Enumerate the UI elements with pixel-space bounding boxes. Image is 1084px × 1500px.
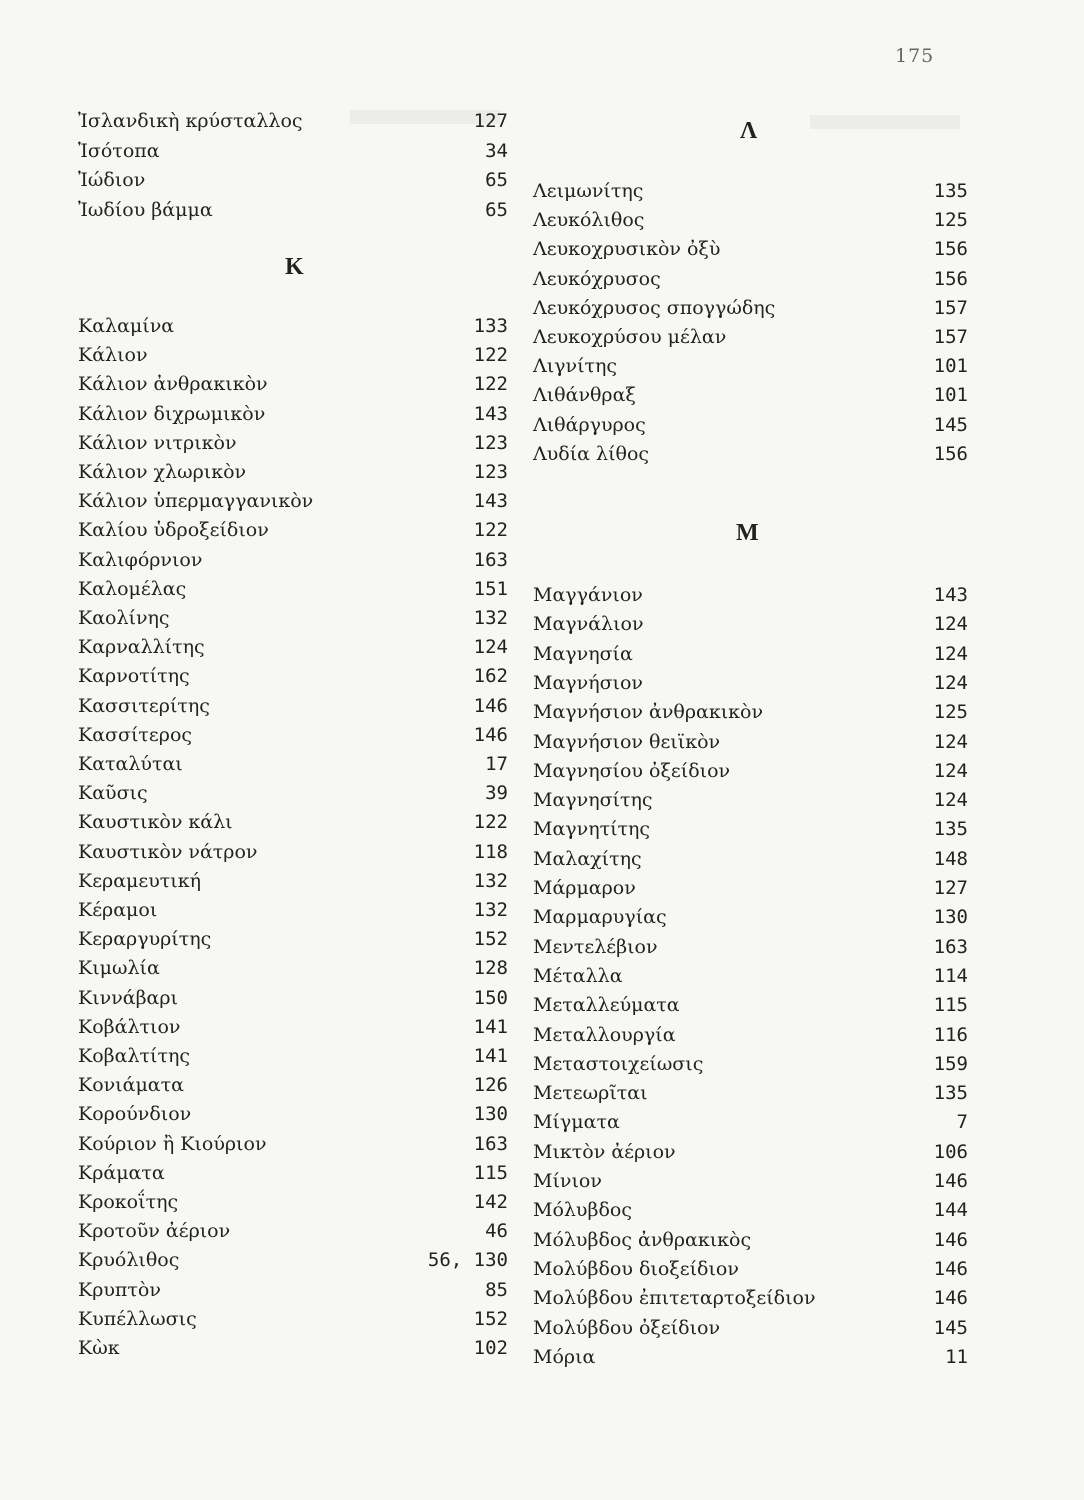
index-page-ref: 122 [473, 344, 508, 367]
index-page-ref: 163 [473, 1132, 508, 1155]
index-entry [533, 324, 968, 350]
index-page-ref: 125 [933, 209, 968, 232]
index-page-ref: 124 [933, 642, 968, 665]
index-entry [533, 729, 968, 755]
index-term: Μαγνάλιον [533, 613, 644, 636]
index-term: Καλαμίνα [78, 315, 175, 337]
index-entry [533, 1051, 968, 1077]
index-term: Κάλιον χλωρικὸν [78, 461, 247, 483]
index-page-ref: 132 [473, 899, 508, 921]
index-term: Μόλυβδος ἀνθρακικὸς [533, 1228, 752, 1251]
index-entry [78, 197, 508, 223]
section-letter-l: Λ [740, 118, 758, 144]
index-term: Μέταλλα [533, 964, 623, 987]
section-letter-k: Κ [285, 254, 304, 280]
index-entry [533, 1227, 968, 1253]
index-term: Μόρια [533, 1345, 596, 1368]
index-page-ref: 118 [473, 840, 508, 863]
index-entry [78, 459, 508, 485]
index-entry [533, 992, 968, 1018]
index-entry [533, 236, 968, 262]
index-entry [533, 1344, 968, 1370]
index-page-ref: 163 [473, 548, 508, 571]
index-page-ref: 132 [473, 607, 508, 629]
index-page-ref: 124 [933, 759, 968, 782]
index-page-ref: 156 [933, 238, 968, 261]
index-entry [78, 663, 508, 689]
index-entry [78, 1014, 508, 1040]
index-entry [78, 868, 508, 894]
index-term: Ἰσλανδικὴ κρύσταλλος [78, 110, 303, 132]
index-term: Καολίνης [78, 607, 170, 629]
index-page-ref: 146 [933, 1228, 968, 1251]
index-entry [533, 441, 968, 467]
index-term: Λιθάργυρος [533, 413, 646, 436]
index-term: Καλίου ὑδροξείδιον [78, 519, 269, 542]
index-term: Μολύβδου ὀξείδιον [533, 1316, 721, 1339]
index-term: Κέραμοι [78, 899, 158, 921]
index-entry [533, 1109, 968, 1135]
index-term: Κάλιον ἀνθρακικὸν [78, 373, 268, 396]
index-page-ref: 127 [933, 877, 968, 899]
index-term: Μετεωρῖται [533, 1082, 648, 1105]
index-term: Καυστικὸν νάτρον [78, 840, 258, 863]
index-page-ref: 115 [473, 1161, 508, 1184]
index-entry [78, 576, 508, 602]
index-page-ref: 135 [933, 818, 968, 841]
index-entry [78, 517, 508, 543]
index-entry [78, 1160, 508, 1186]
index-term: Μεταλλουργία [533, 1023, 676, 1046]
index-page-ref: 143 [933, 584, 968, 606]
index-page-ref: 65 [485, 198, 508, 221]
index-entry [533, 1197, 968, 1223]
index-entry [78, 955, 508, 981]
index-term: Καρναλλίτης [78, 636, 205, 659]
index-page-ref: 124 [933, 671, 968, 694]
index-page-ref: 7 [956, 1111, 968, 1134]
index-term: Κράματα [78, 1161, 165, 1184]
index-entry [533, 699, 968, 725]
index-entry [78, 108, 508, 134]
index-term: Κάλιον [78, 344, 148, 367]
index-page-ref: 133 [473, 315, 508, 337]
index-term: Λευκοχρύσου μέλαν [533, 326, 727, 348]
index-entry [78, 1306, 508, 1332]
index-page-ref: 125 [933, 701, 968, 724]
index-term: Μαγνησίου ὀξείδιον [533, 759, 731, 782]
index-entry [78, 167, 508, 193]
index-entry [78, 809, 508, 835]
index-entry [78, 1043, 508, 1069]
index-page-ref: 116 [933, 1023, 968, 1046]
index-page-ref: 151 [473, 577, 508, 600]
index-page-ref: 124 [473, 636, 508, 659]
index-page-ref: 17 [485, 753, 508, 775]
index-page-ref: 146 [473, 694, 508, 717]
index-page-ref: 122 [473, 373, 508, 396]
index-term: Λευκόλιθος [533, 209, 645, 232]
index-entry [533, 875, 968, 901]
index-term: Καταλύται [78, 753, 183, 775]
index-entry [78, 1218, 508, 1244]
index-term: Μαγνήσιον ἀνθρακικὸν [533, 701, 764, 724]
index-entry [78, 926, 508, 952]
index-entry [533, 382, 968, 408]
index-entry [78, 313, 508, 339]
index-term: Κάλιον διχρωμικὸν [78, 402, 266, 425]
index-term: Λιγνίτης [533, 355, 618, 378]
index-page-ref: 123 [473, 461, 508, 483]
index-term: Λευκοχρυσικὸν ὀξὺ [533, 238, 721, 261]
index-page-ref: 132 [473, 869, 508, 892]
index-term: Κασσιτερίτης [78, 694, 210, 717]
index-page-ref: 114 [933, 964, 968, 987]
index-term: Λιθάνθραξ [533, 384, 636, 407]
index-entry [533, 963, 968, 989]
index-page-ref: 46 [485, 1220, 508, 1243]
index-entry [533, 1139, 968, 1165]
index-entry [533, 266, 968, 292]
index-term: Κροκοΐτης [78, 1191, 179, 1213]
index-term: Λειμωνίτης [533, 180, 644, 202]
index-entry [533, 295, 968, 321]
index-term: Κιμωλία [78, 957, 160, 980]
index-entry [533, 611, 968, 637]
index-entry [533, 670, 968, 696]
index-term: Μεντελέβιον [533, 935, 658, 958]
index-entry [533, 904, 968, 930]
index-page-ref: 145 [933, 413, 968, 436]
index-entry [533, 1256, 968, 1282]
index-page-ref: 85 [485, 1278, 508, 1301]
index-page-ref: 143 [473, 402, 508, 425]
index-term: Ἰωδίου βάμμα [78, 198, 213, 221]
index-entry [533, 816, 968, 842]
index-term: Μαγνησία [533, 642, 633, 665]
index-term: Λευκόχρυσος σπογγώδης [533, 296, 776, 319]
index-term: Μεταστοιχείωσις [533, 1052, 704, 1075]
index-term: Μαρμαρυγίας [533, 906, 667, 929]
index-term: Μίνιον [533, 1170, 602, 1192]
index-term: Καλιφόρνιον [78, 548, 203, 571]
index-term: Κὼκ [78, 1337, 120, 1359]
index-entry [78, 1335, 508, 1361]
index-entry [78, 897, 508, 923]
index-entry [533, 934, 968, 960]
index-page-ref: 159 [933, 1052, 968, 1075]
index-entry [78, 985, 508, 1011]
index-term: Κάλιον ὑπερμαγγανικὸν [78, 490, 314, 513]
index-page-ref: 135 [933, 1082, 968, 1105]
index-term: Μαγνήσιον [533, 671, 643, 694]
index-entry [533, 207, 968, 233]
index-entry [533, 582, 968, 608]
index-entry [78, 1131, 508, 1157]
index-page-ref: 11 [945, 1345, 968, 1368]
index-term: Καρνοτίτης [78, 665, 190, 688]
index-entry [78, 371, 508, 397]
index-page-ref: 123 [473, 431, 508, 454]
index-term: Κονιάματα [78, 1074, 184, 1097]
index-page-ref: 162 [473, 665, 508, 688]
index-entry [533, 1315, 968, 1341]
index-page-ref: 124 [933, 613, 968, 636]
index-page-ref: 146 [933, 1287, 968, 1310]
index-term: Μόλυβδος [533, 1199, 632, 1222]
index-entry [533, 1168, 968, 1194]
index-page-ref: 39 [485, 782, 508, 805]
index-page-ref: 157 [933, 296, 968, 319]
index-term: Κυπέλλωσις [78, 1307, 197, 1330]
index-page-ref: 163 [933, 935, 968, 958]
index-page-ref: 145 [933, 1316, 968, 1339]
index-term: Μαγνητίτης [533, 818, 651, 841]
index-term: Καῦσις [78, 782, 148, 805]
index-page-ref: 130 [473, 1103, 508, 1126]
index-term: Κεραργυρίτης [78, 928, 212, 951]
index-term: Κοβάλτιον [78, 1015, 181, 1038]
index-term: Μαγνησίτης [533, 789, 653, 812]
index-entry [533, 1285, 968, 1311]
index-term: Κοβαλτίτης [78, 1045, 190, 1067]
index-page-ref: 102 [473, 1337, 508, 1359]
section-letter-m: Μ [736, 520, 759, 546]
index-entry [533, 1022, 968, 1048]
index-term: Κρυόλιθος [78, 1249, 180, 1272]
index-entry [533, 353, 968, 379]
index-page-ref: 130 [933, 906, 968, 929]
index-page-ref: 144 [933, 1199, 968, 1222]
index-term: Μαγγάνιον [533, 584, 643, 606]
index-page-ref: 146 [473, 723, 508, 746]
index-entry [533, 846, 968, 872]
index-term: Λευκόχρυσος [533, 267, 661, 290]
index-page-ref: 65 [485, 169, 508, 192]
index-entry [78, 693, 508, 719]
index-term: Μάρμαρον [533, 877, 636, 899]
index-page-ref: 124 [933, 730, 968, 753]
index-entry [78, 1247, 508, 1273]
index-term: Μεταλλεύματα [533, 994, 680, 1017]
index-entry [78, 547, 508, 573]
index-entry [533, 412, 968, 438]
index-term: Μαλαχίτης [533, 847, 642, 870]
index-entry [533, 178, 968, 204]
index-term: Κορούνδιον [78, 1103, 192, 1126]
index-page-ref: 106 [933, 1140, 968, 1163]
index-entry [78, 1072, 508, 1098]
index-term: Μαγνήσιον θειϊκὸν [533, 730, 721, 753]
index-term: Ἰσότοπα [78, 139, 160, 162]
index-entry [78, 430, 508, 456]
bleed-through-decoration [810, 115, 960, 129]
index-page-ref: 143 [473, 490, 508, 513]
index-entry [78, 839, 508, 865]
index-page-ref: 115 [933, 994, 968, 1017]
index-page-ref: 56, 130 [427, 1249, 508, 1272]
index-page-ref: 152 [473, 928, 508, 951]
index-entry [78, 1101, 508, 1127]
index-entry [533, 787, 968, 813]
index-page-ref: 148 [933, 847, 968, 870]
index-page-ref: 141 [473, 1015, 508, 1038]
index-page-ref: 101 [933, 384, 968, 407]
index-entry [533, 758, 968, 784]
index-entry [78, 401, 508, 427]
index-term: Κούριον ἢ Κιούριον [78, 1132, 267, 1155]
index-page-ref: 126 [473, 1074, 508, 1097]
index-entry [533, 641, 968, 667]
index-entry [78, 722, 508, 748]
index-page-ref: 127 [473, 110, 508, 132]
index-page-ref: 34 [485, 139, 508, 162]
index-page-ref: 128 [473, 957, 508, 980]
index-entry [78, 780, 508, 806]
index-term: Κιννάβαρι [78, 986, 179, 1009]
index-term: Λυδία λίθος [533, 442, 650, 465]
index-term: Μίγματα [533, 1111, 620, 1134]
index-page-ref: 156 [933, 442, 968, 465]
index-term: Κασσίτερος [78, 723, 193, 746]
index-entry [78, 605, 508, 631]
index-entry [78, 488, 508, 514]
index-page-ref: 124 [933, 789, 968, 812]
index-page-ref: 101 [933, 355, 968, 378]
index-page-ref: 156 [933, 267, 968, 290]
index-page-ref: 152 [473, 1307, 508, 1330]
index-page-ref: 141 [473, 1045, 508, 1067]
index-entry [78, 751, 508, 777]
index-term: Κάλιον νιτρικὸν [78, 431, 237, 454]
index-term: Ἰώδιον [78, 169, 146, 192]
index-term: Κεραμευτική [78, 869, 201, 892]
index-entry [78, 1189, 508, 1215]
index-page-ref: 150 [473, 986, 508, 1009]
index-entry [533, 1080, 968, 1106]
index-page-ref: 146 [933, 1257, 968, 1280]
index-page-ref: 157 [933, 326, 968, 348]
index-page-ref: 142 [473, 1191, 508, 1213]
index-page-ref: 122 [473, 519, 508, 542]
index-term: Καυστικὸν κάλι [78, 811, 233, 834]
index-entry [78, 138, 508, 164]
index-term: Μολύβδου ἐπιτεταρτοξείδιον [533, 1287, 816, 1310]
index-page-ref: 135 [933, 180, 968, 202]
index-entry [78, 634, 508, 660]
index-entry [78, 342, 508, 368]
page-number: 175 [895, 45, 935, 67]
index-term: Κρυπτὸν [78, 1278, 161, 1301]
index-page-ref: 122 [473, 811, 508, 834]
index-page-ref: 146 [933, 1170, 968, 1192]
index-entry [78, 1277, 508, 1303]
index-term: Καλομέλας [78, 577, 187, 600]
index-term: Μικτὸν ἀέριον [533, 1140, 676, 1163]
index-term: Κροτοῦν ἀέριον [78, 1220, 231, 1243]
index-term: Μολύβδου διοξείδιον [533, 1257, 739, 1280]
